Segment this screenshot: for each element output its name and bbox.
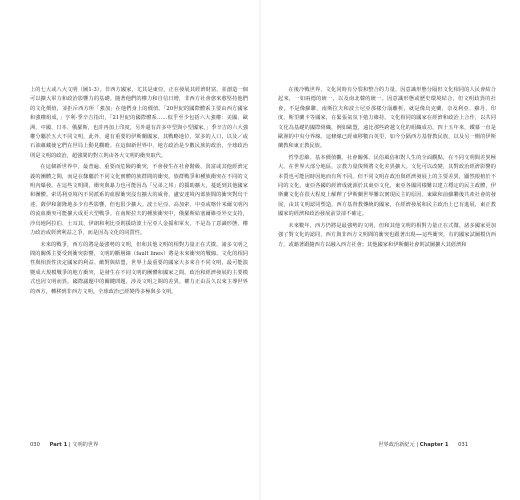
left-paragraph-3: 未來的戰爭，西方的將是最強勢的文明，但和其他文明的相對力量正在式微。諸多文明之間的關係主要受到衝突影響，文明的斷層線（fault lines）將是未來衝突的戰線。文化的相同性與相異性決定國家的利益、敵對與結盟。世界上最重要的國家大多來自不同文明，最可能演變成大規模戰爭的地方衝突，是發生在不同文明的團體和國家之間。政治和經濟發展的主要模式也因文明而異。國際議題中的關鍵問題，涉及文明之間的差異。權力正由長久以來主導世界的西方，轉移到非西方文明。全球政治已經變得多極與多文明。 xyxy=(30,241,248,295)
right-page-number: 031 xyxy=(458,442,468,448)
right-footer xyxy=(378,440,468,450)
right-paragraph-2: 哲學思維、基本價值觀、社會關係、民俗風俗和對人生的全面觀點，在不同文明間差異極大。在世界大部分地區，宗教力量復興將文化差異擴大。文化可以改變，其對政治經濟影響的本質也可能因時因地而有所不同。但不同文明在政治與經濟發展上的主要差異，顯然根植於不同的文化。東亞各國的經濟成就源於其東亞文化，東亞各國同樣難以建立穩定的民主政體，伊斯蘭文化在很大程度上解釋了伊斯蘭世界難以實現民主的原因。東歐和前蘇聯後共產社會的發展，由其文明認同塑造。西方基督教傳統的國家，在經濟發展和民主政治上已有進展，東正教國家的經濟和政治發展前景卻不確定。 xyxy=(278,154,496,218)
right-footer-separator: | xyxy=(416,442,419,448)
right-running-title: 世界政治新紀元 xyxy=(378,442,415,448)
right-paragraph-3: 未來數年，西方仍將是最強勢的文明，但和其他文明的相對力量正在式微。諸多國家更加強了對文化的認同，西方與非西方文明間的衝突也跟著出現──這些衝突，有的國家試圖模仿西方，或藉著跟隨西方以融入西方社會；其他國家和伊斯蘭社會則試圖擴大其經濟和 xyxy=(278,222,496,248)
left-footer xyxy=(30,440,98,450)
left-part-label: Part 1 xyxy=(49,442,68,448)
left-page-number: 030 xyxy=(30,442,40,448)
left-paragraph-2: 在這個新世界中，最普遍、重要而危險的衝突，不會發生在社會階級、貧富或其他經濟定義的團體之間，而是在隸屬於不同文化實體的族群間的衝突。族群戰爭和種族衝突在不同的文明內爆發。在這些文明間，衝突與暴力也可能因為「兄弟之邦」的援助擴大，蔓延到其他國家和團體。索馬利亞境內不同派系的血腥衝突沒有擴大的威脅，盧安達境內部族間的衝突對烏干達、薩伊和蒲隆地多少有些影響，但也很少擴大。波士尼亞、高加索、中亞或喀什米爾文明內的流血衝突可能擴大成更大型戰爭。在南斯拉夫的種族衝突中，俄羅斯給塞爾維亞外交支持，沙烏地阿拉伯、土耳其、伊朗和利比亞則援助波士尼亞人金援和軍火，不是為了意識形態、權力政治或經濟利益之爭，而是因為文化的同質性。 xyxy=(30,164,248,237)
right-chapter-label: Chapter 1 xyxy=(419,442,449,448)
left-paragraph-1: 上的七大或八大文明（圖1-3）。非西方國家，尤其是東亞，正在發展其經濟財富，並創造一個可以擴大軍力和政治影響力的基礎。隨著他們的權力和自信日增，非西方社會愈來愈堅持他們的文化價值，並拒斥西方所「強加」在他們身上的價值。「20世紀的國際體系主要由西方國家和強權組成，」亨利·季辛吉指出，「21世紀的國際體系……似乎至少包括六大強權：美國、歐洲、中國、日本、俄羅斯，也許再加上印度，另外還有許多中型與小型國家。」季辛吉的六大強權分屬於五大不同文明，此外，還有重要的伊斯蘭國家，其戰略地位、眾多的人口，以及／或石油蘊藏使它們在世局上動見觀瞻。在這個新世界中，地方政治是少數民族的政治，全球政治則是文明的政治，超強間的對立則由各大文明的衝突取代。 xyxy=(30,87,248,159)
left-footer-separator: | xyxy=(68,442,71,448)
book-gutter xyxy=(259,0,261,500)
right-page xyxy=(278,86,496,386)
right-paragraph-1: 在後冷戰世界，文化同時有分裂和整合的力量。因意識形態分隔但文化相同的人民會結合起來，一如兩德的統一，以及南北韓的統一。因意識形態或歷史環境結合，但文明歧異的社會，不是像蘇聯、南斯拉夫和波士尼亞那樣分崩離析，就是像烏克蘭、奈及利亞、蘇丹、印度、斯里蘭卡等國家，在緊張氣氛下勉力維持。文化相同的國家在經濟和政治上合作，以共同文化為基礎的國際組織，例如歐盟，遠比那些跨越文化的組織成功。四十五年來，鐵幕一直是歐洲的中央分界線。這條線已經東移數百英里，如今分隔西方基督教民族，以及另一側的伊斯蘭教和東正教民族。 xyxy=(278,87,496,150)
left-running-title: 文明的世界 xyxy=(72,442,99,448)
left-page xyxy=(30,86,248,386)
